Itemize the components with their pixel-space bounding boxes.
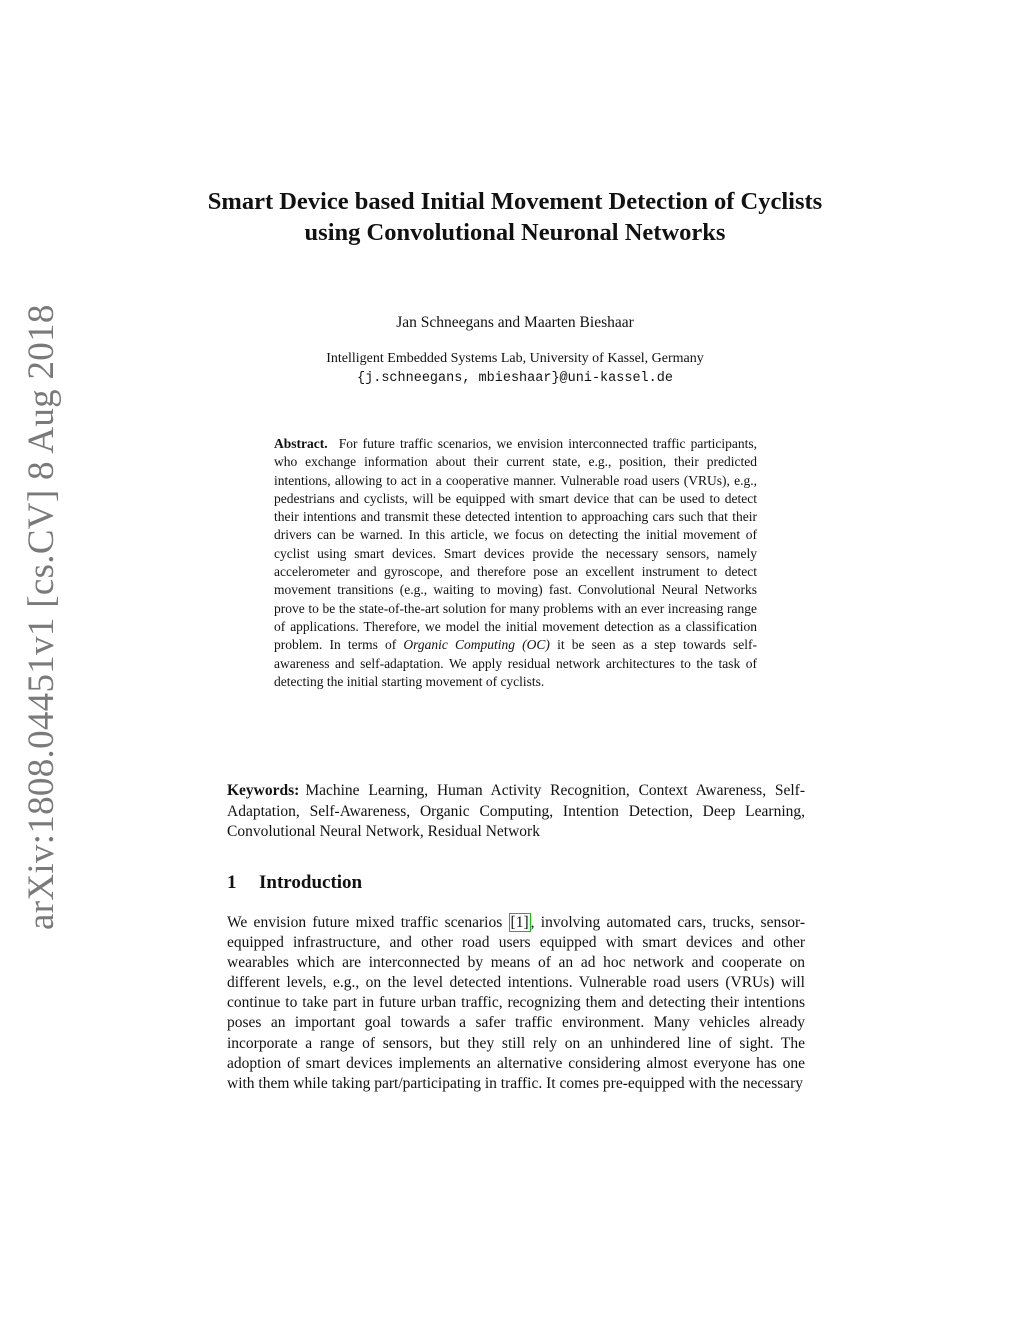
arxiv-identifier-stamp: arXiv:1808.04451v1 [cs.CV] 8 Aug 2018 xyxy=(21,304,62,930)
keywords-label: Keywords: xyxy=(227,782,300,799)
abstract-italic-term: Organic Computing (OC) xyxy=(403,637,550,653)
affiliation-block xyxy=(200,349,830,389)
section-title: Introduction xyxy=(259,872,363,893)
abstract-section xyxy=(274,435,757,691)
citation-link[interactable]: [1] xyxy=(510,914,529,931)
author-list: Jan Schneegans and Maarten Bieshaar xyxy=(396,314,634,331)
intro-text-before-citation: We envision future mixed traffic scenarios xyxy=(227,914,503,931)
author-email: {j.schneegans, mbieshaar}@uni-kassel.de xyxy=(357,371,673,386)
keywords-text: Machine Learning, Human Activity Recognition, Context Awareness, Self-Adaptation, Self-Awareness, Organic Computing, Intention Detection, Deep Learning, Convolutional Neural Network, Residual Network xyxy=(227,782,805,840)
section-number: 1 xyxy=(227,872,237,893)
citation-number: 1 xyxy=(515,914,524,931)
abstract-text-part2: it be seen as a step towards self-awareness and self-adaptation. We apply residual network architectures to the task of detecting the initial starting movement of cyclists. xyxy=(274,637,757,689)
abstract-text-part1: For future traffic scenarios, we envision interconnected traffic participants, who exchange information about their current state, e.g., position, their predicted intentions, allowing to act in a cooperative manner. Vulnerable road users (VRUs), e.g., pedestrians and cyclists, will be equipped with smart device that can be used to detect their intentions and transmit these detected intention to approaching cars such that their drivers can be warned. In this article, we focus on detecting the initial movement of cyclist using smart devices. Smart devices provide the necessary sensors, namely accelerometer and gyroscope, and therefore pose an excellent instrument to detect movement transitions (e.g., waiting to moving) fast. Convolutional Neural Networks prove to be the state-of-the-art solution for many problems with an ever increasing range of applications. Therefore, we model the initial movement detection as a classification problem. In terms of xyxy=(274,436,758,653)
intro-text-after-citation: , involving automated cars, trucks, sensor-equipped infrastructure, and other road users equipped with smart devices and other wearables which are interconnected by means of an ad hoc network and cooperate on different levels, e.g., on the level detected intentions. Vulnerable road users (VRUs) will continue to take part in future urban traffic, recognizing them and detecting their intentions poses an important goal towards a safer traffic environment. Many vehicles already incorporate a range of sensors, but they still rely on an unhindered line of sight. The adoption of smart devices implements an alternative considering almost everyone has one with them while taking part/participating in traffic. It comes pre-equipped with the necessary xyxy=(227,914,805,1092)
affiliation-institution: Intelligent Embedded Systems Lab, University of Kassel, Germany xyxy=(326,351,704,366)
abstract-label: Abstract. xyxy=(274,436,328,451)
section-heading xyxy=(227,872,805,894)
introduction-paragraph xyxy=(227,913,805,1094)
keywords-section xyxy=(227,781,805,843)
paper-title: Smart Device based Initial Movement Detection of Cyclists using Convolutional Neuronal Networks xyxy=(207,188,823,246)
